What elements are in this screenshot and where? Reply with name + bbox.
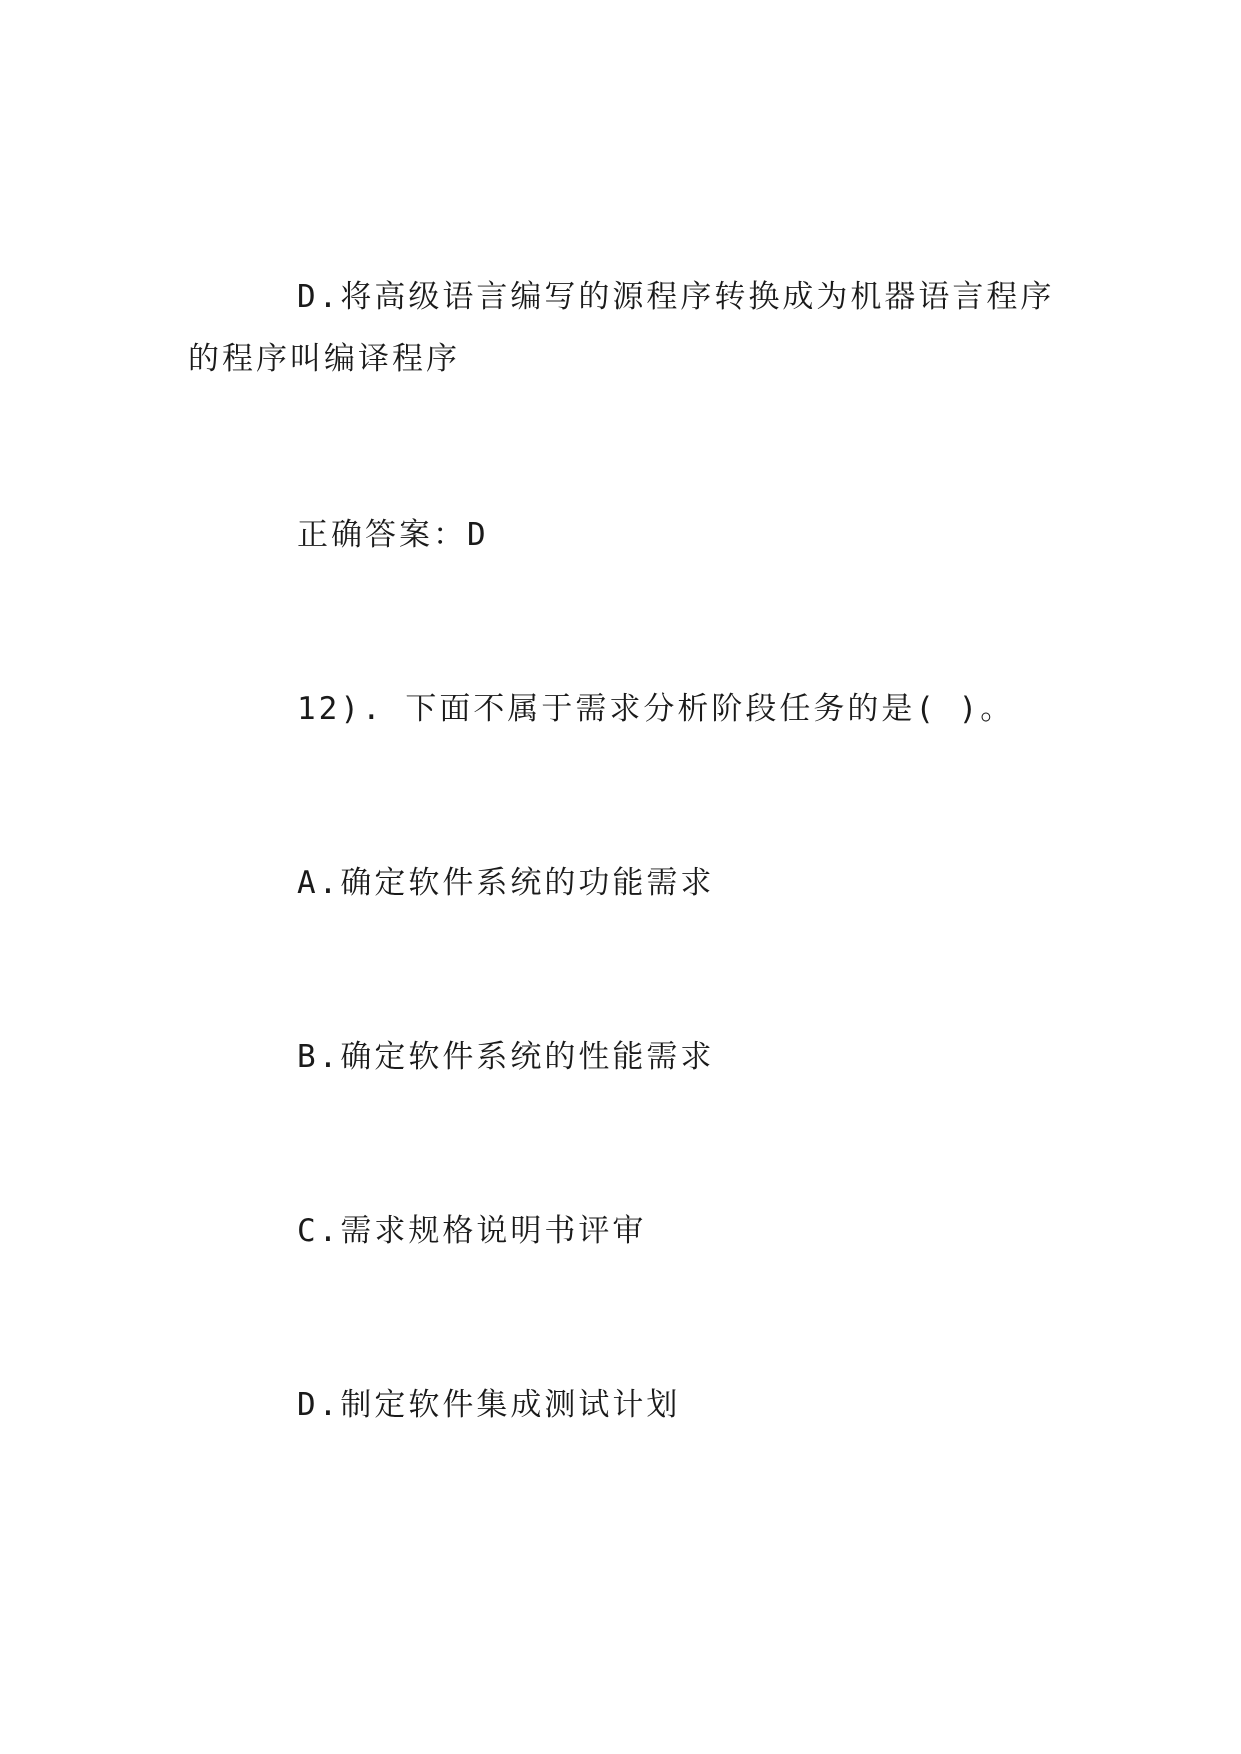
question-12-option-c: C.需求规格说明书评审 <box>297 1213 647 1249</box>
prev-option-d-line1: D.将高级语言编写的源程序转换成为机器语言程序 <box>297 279 1055 315</box>
prev-option-d-line2: 的程序叫编译程序 <box>188 341 460 377</box>
question-12-option-b: B.确定软件系统的性能需求 <box>297 1039 715 1075</box>
question-12-option-d: D.制定软件集成测试计划 <box>297 1387 681 1423</box>
question-12-option-a: A.确定软件系统的功能需求 <box>297 865 715 901</box>
question-12-text: 12). 下面不属于需求分析阶段任务的是( )。 <box>297 691 1015 727</box>
prev-correct-answer: 正确答案：D <box>297 517 489 553</box>
